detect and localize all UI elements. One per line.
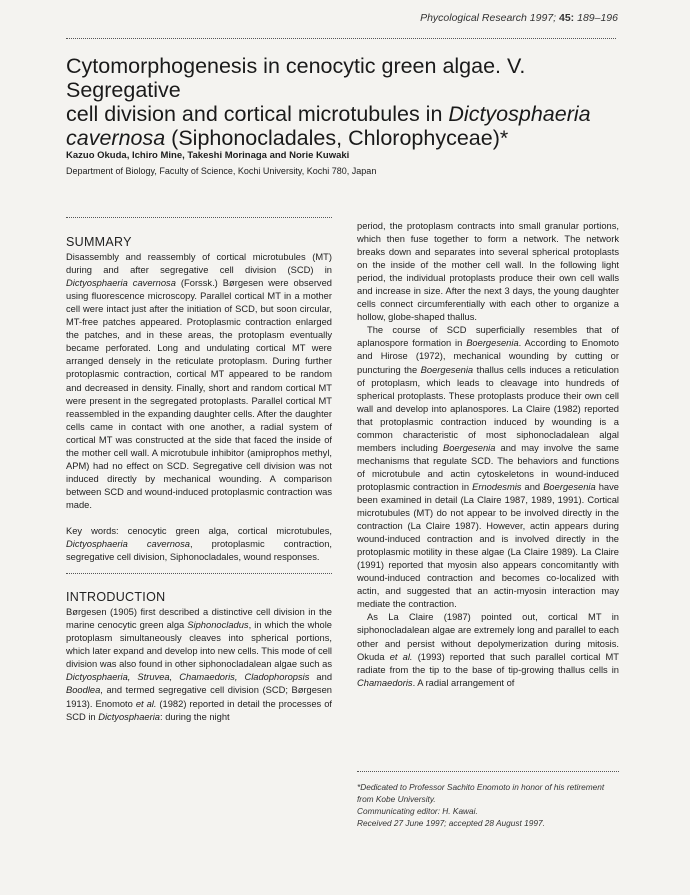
footnote-editor: Communicating editor: H. Kawai.: [357, 806, 478, 816]
article-title: Cytomorphogenesis in cenocytic green algae. V. Segregative cell division and cortical microtubules in Dictyosphaeria cavernosa (Siphonocladales, Chlorophyceae)*: [66, 54, 591, 150]
summary-heading: SUMMARY: [66, 235, 132, 249]
right-paragraph-2: The course of SCD superficially resembles that of aplanospore formation in Boergesenia. According to Enomoto and Hirose (1972), mechanical wounding by cutting or puncturing the Boergesenia thallus cells induces a reticulation of protoplasm, which leads to cleavage into hundreds of spherical protoplasts. These protoplasts produce their own cell wall and develop into aplanospores. La Claire (1982) reported that protoplasmic contraction induced by wounding is a common characteristic of most siphonocladalean algal members including Boergesenia and may involve the same mechanisms that regulate SCD. The behaviors and functions of microtubule and actin cytoskeletons in wound-induced protoplasmic contraction in Ernodesmis and Boergesenia have been examined in detail (La Claire 1987, 1989, 1991). Cortical microtubules (MT) do not appear to be involved directly in the contraction (La Claire 1987). However, actin appears during wound-induced contraction and is involved directly in the protoplasmic motility in these algae (La Claire 1989). La Claire (1991) reported that myosin also appears concomitantly with wound-induced contraction and becomes co-localized with actin, and suggested that an actin-myosin interaction may mediate the contraction.: [357, 325, 619, 610]
journal-name: Phycological Research: [420, 12, 527, 24]
right-column: [357, 220, 619, 690]
footnotes: [357, 781, 619, 829]
footnote-divider: [357, 771, 619, 772]
keywords: Key words: cenocytic green alga, cortical microtubules, Dictyosphaeria cavernosa, protoplasmic contraction, segregative cell division, Siphonocladales, wound responses.: [66, 525, 332, 563]
introduction-text: Børgesen (1905) first described a distinctive cell division in the marine cenocytic green alga Siphonocladus, in which the whole protoplasm simultaneously cleaves into spherical portions, which later expand and develop into new cells. This mode of cell division was also found in other siphonocladalean algae such as Dictyosphaeria, Struvea, Chamaedoris, Cladophoropsis and Boodlea, and termed segregative cell division (SCD; Børgesen 1913). Enomoto et al. (1982) reported in detail the processes of SCD in Dictyosphaeria: during the night: [66, 607, 333, 722]
right-paragraph-1: period, the protoplasm contracts into small granular portions, which then fuse together to form a network. The network breaks down and separates into several spherical protoplasts on the inside of the mother cell wall. In the following light period, the individual protoplasts produce their own cell walls and increase in size. After the next 3 days, the young daughter cells connect circumferentially with each other to organize a hollow, globe-shaped thallus.: [357, 221, 619, 323]
footnote-dedication: *Dedicated to Professor Sachito Enomoto in honor of his retirement from Kobe University.: [357, 782, 605, 804]
left-column: [66, 236, 332, 724]
running-header: [420, 12, 618, 24]
summary-divider: [66, 217, 332, 218]
intro-divider: [66, 573, 332, 574]
header-divider: [66, 38, 616, 39]
journal-year: 1997;: [529, 12, 557, 24]
right-paragraph-3: As La Claire (1987) pointed out, cortical MT in siphonocladalean algae are extremely long and parallel to each other and persist without depolymerization during mitosis. Okuda et al. (1993) reported that such parallel cortical MT radiate from the tip to the base of tip-growing thallus cells in Chamaedoris. A radial arrangement of: [357, 612, 619, 688]
introduction-heading: INTRODUCTION: [66, 590, 166, 605]
affiliation: Department of Biology, Faculty of Science, Kochi University, Kochi 780, Japan: [66, 166, 377, 176]
author-list: Kazuo Okuda, Ichiro Mine, Takeshi Morinaga and Norie Kuwaki: [66, 150, 350, 161]
footnote-received: Received 27 June 1997; accepted 28 August 1997.: [357, 818, 545, 828]
journal-volume: 45:: [559, 12, 575, 24]
journal-pages: 189–196: [577, 12, 618, 24]
summary-text: Disassembly and reassembly of cortical microtubules (MT) during and after segregative cell division (SCD) in Dictyosphaeria cavernosa (Forssk.) Børgesen were observed using fluorescence microscopy. Parallel cortical MT in a mother cell were intact just after the initiation of SCD, but soon circular, MT-free patches appeared. Protoplasmic contraction enlarged the patches, and in these areas, the protoplasm eventually became perforated. Long and undulating cortical MT were arranged densely in the reticulate protoplasm. During further protoplasmic contraction, cortical MT appeared to be random and decreased in density. Finally, short and random cortical MT were present in the segregated protoplasts. Parallel cortical MT reassembled in the expanding daughter cells. After the daughter cells came in contact with one another, a radial system of cortical MT was constructed at the side that faced the inside of the mother cell wall. A microtubule inhibitor (amiprophos methyl, APM) had no effect on SCD. Segregative cell division was not induced directly by mechanical wounding. A comparison between SCD and wound-induced protoplasmic contraction was made.: [66, 252, 332, 510]
